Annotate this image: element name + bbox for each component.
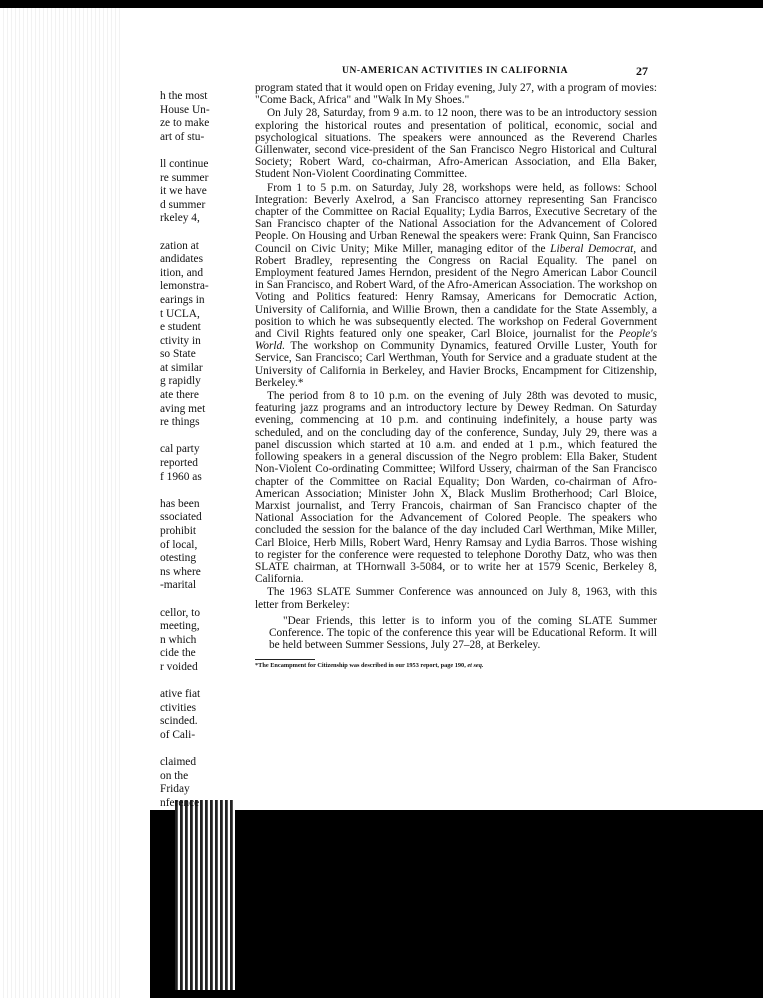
binding-shadow bbox=[175, 800, 235, 990]
footnote-rule bbox=[255, 659, 315, 660]
margin-fragment: ll continue bbox=[160, 157, 209, 170]
margin-fragment: it we have bbox=[160, 185, 207, 198]
margin-fragment: ns where bbox=[160, 565, 201, 578]
margin-fragment: claimed bbox=[160, 756, 197, 769]
margin-fragment: of local, bbox=[160, 538, 198, 551]
margin-fragment: ctivities bbox=[160, 701, 197, 714]
margin-gap bbox=[160, 430, 232, 444]
margin-fragment: meeting, bbox=[160, 620, 200, 633]
footnote-text: *The Encampment for Citizenship was described in our 1953 report, page 190, bbox=[255, 662, 468, 670]
footnote-italic: et seq. bbox=[467, 662, 484, 670]
margin-fragment: cide the bbox=[160, 647, 196, 660]
margin-gap bbox=[160, 144, 232, 158]
scan-border-bottom bbox=[175, 812, 763, 990]
margin-gap bbox=[160, 675, 232, 689]
margin-fragment: r voided bbox=[160, 660, 198, 673]
margin-fragment: otesting bbox=[160, 552, 197, 565]
margin-fragment: ate there bbox=[160, 389, 199, 402]
margin-gap bbox=[160, 743, 232, 757]
margin-fragment: of Cali- bbox=[160, 728, 196, 741]
main-text-column bbox=[255, 82, 657, 670]
adjacent-page-text bbox=[160, 90, 232, 810]
margin-fragment: at similar bbox=[160, 361, 203, 374]
margin-fragment: re summer bbox=[160, 171, 209, 184]
margin-fragment: cellor, to bbox=[160, 606, 201, 619]
block-quote: "Dear Friends, this letter is to inform you of the coming SLATE Summer Conference. The topic of the conference this year will be Educational Reform. It will be held between Summer Sessions, July 27–28, at Berkeley. bbox=[269, 614, 657, 652]
margin-fragment: earings in bbox=[160, 293, 205, 306]
margin-fragment: ssociated bbox=[160, 511, 202, 524]
running-head: UN-AMERICAN ACTIVITIES IN CALIFORNIA bbox=[342, 66, 569, 76]
paragraph: program stated that it would open on Friday evening, July 27, with a program of movies: "Come Back, Africa" and "Walk In My Shoes." bbox=[255, 82, 657, 107]
margin-fragment: ative fiat bbox=[160, 688, 201, 701]
page-number: 27 bbox=[636, 64, 648, 78]
margin-fragment: andidates bbox=[160, 253, 204, 266]
margin-fragment: has been bbox=[160, 497, 200, 510]
paragraph bbox=[255, 182, 657, 389]
paragraph-text: From 1 to 5 p.m. on Saturday, July 28, workshops were held, as follows: School Integration: Beverly Axelrod, a San Francisco attorney representing San Francisco chapter of the Committee on Racial Equality; Lydia Barros, Executive Secretary of the San Francisco chapter of the National Association for the Advancement of Colored People. On Housing and Urban Renewal the speakers were: Frank Quinn, San Francisco Council on Civic Unity; Mike Miller, managing editor of the bbox=[255, 181, 657, 255]
publication-title: People's World. bbox=[255, 328, 657, 353]
paragraph: The period from 8 to 10 p.m. on the evening of July 28th was devoted to music, featuring jazz programs and an introductory lecture by Dewey Redman. On Saturday evening, commencing at 10 p.m. and continuing indefinitely, a house party was scheduled, and on the concluding day of the conference, Sunday, July 29, there was a panel discussion which started at 10 a.m. and ended at 1 p.m., which featured the following speakers in a general discussion of the Negro problem: Ella Baker, Student Non-Violent Co-ordinating Committee; Wilford Ussery, chairman of the San Francisco chapter of the Committee on Racial Equality; Don Warden, co-chairman of Afro-American Association; Minister John X, Black Muslim Brotherhood; Carl Bloice, Marxist journalist, and Terry Francois, chairman of San Francisco chapter of the National Association for the Advancement of Colored People. The speakers who concluded the session for the balance of the day included Carl Werthman, Mike Miller, Carl Bloice, Herb Mills, Robert Ward, Henry Ramsay and Lydia Barros. Those wishing to register for the conference were requested to telephone Dorothy Datz, who was then SLATE chairman, at THornwall 3-5084, or to write her at 1579 Scenic, Berkeley 8, California. bbox=[255, 390, 657, 586]
margin-fragment: n which bbox=[160, 633, 197, 646]
margin-fragment: f 1960 as bbox=[160, 470, 202, 483]
margin-fragment: House Un- bbox=[160, 103, 210, 116]
margin-gap bbox=[160, 226, 232, 240]
paragraph: On July 28, Saturday, from 9 a.m. to 12 noon, there was to be an introductory session exploring the historical routes and presentation of political, economic, social and psychological situations. The speakers were announced as the Reverend Charles Gillenwater, second vice-president of the San Francisco Negro Historical and Cultural Society; Robert Ward, co-chairman, Afro-American Association, and Ella Baker, Student Non-Violent Coordinating Committee. bbox=[255, 107, 657, 181]
margin-fragment: e student bbox=[160, 321, 201, 334]
margin-fragment: cal party bbox=[160, 443, 200, 456]
margin-fragment: h the most bbox=[160, 90, 208, 102]
page-right-edge bbox=[757, 10, 763, 810]
margin-fragment: rkeley 4, bbox=[160, 212, 200, 225]
margin-fragment: reported bbox=[160, 457, 198, 470]
margin-fragment: so State bbox=[160, 348, 196, 361]
margin-fragment: aving met bbox=[160, 402, 206, 415]
paragraph-text: and Robert Bradley, representing the Congress on Racial Equality. The panel on Employment featured James Herndon, president of the Negro American Labor Council in San Francisco, and Robert Ward, of the Afro-American Association. The workshop on Voting and Politics featured: Henry Ramsay, Americans for Democratic Action, University of California, and Willie Brown, then a candidate for the State Assembly, a position to which he was subsequently elected. The workshop on Federal Government and Civil Rights featured only one speaker, Carl Bloice, journalist for the bbox=[255, 242, 657, 341]
footnote bbox=[255, 662, 657, 670]
publication-title: Liberal Democrat, bbox=[550, 242, 637, 255]
adjacent-page-strip bbox=[0, 8, 150, 998]
margin-gap bbox=[160, 593, 232, 607]
margin-fragment: t UCLA, bbox=[160, 307, 200, 320]
margin-fragment: re things bbox=[160, 416, 200, 429]
margin-fragment: Friday bbox=[160, 783, 190, 796]
margin-fragment: scinded. bbox=[160, 715, 198, 728]
margin-fragment: art of stu- bbox=[160, 130, 205, 143]
margin-fragment: on the bbox=[160, 769, 189, 782]
paragraph: The 1963 SLATE Summer Conference was announced on July 8, 1963, with this letter from Berkeley: bbox=[255, 586, 657, 611]
margin-fragment: lemonstra- bbox=[160, 280, 209, 293]
margin-fragment: prohibit bbox=[160, 525, 197, 537]
margin-fragment: -marital bbox=[160, 579, 197, 592]
margin-fragment: zation at bbox=[160, 239, 199, 252]
margin-fragment: d summer bbox=[160, 198, 206, 211]
paragraph-text: The workshop on Community Dynamics, featured Orville Luster, Youth for Service, San Francisco; Carl Werthman, Youth for Service and a graduate student at the University of California in Berkeley, and Havier Brocks, Encampment for Citizenship, Berkeley.* bbox=[255, 340, 657, 389]
margin-fragment: ctivity in bbox=[160, 334, 201, 347]
margin-gap bbox=[160, 484, 232, 498]
margin-fragment: g rapidly bbox=[160, 375, 201, 388]
margin-fragment: nference bbox=[160, 796, 200, 809]
margin-fragment: ition, and bbox=[160, 266, 204, 279]
margin-fragment: ze to make bbox=[160, 117, 210, 130]
